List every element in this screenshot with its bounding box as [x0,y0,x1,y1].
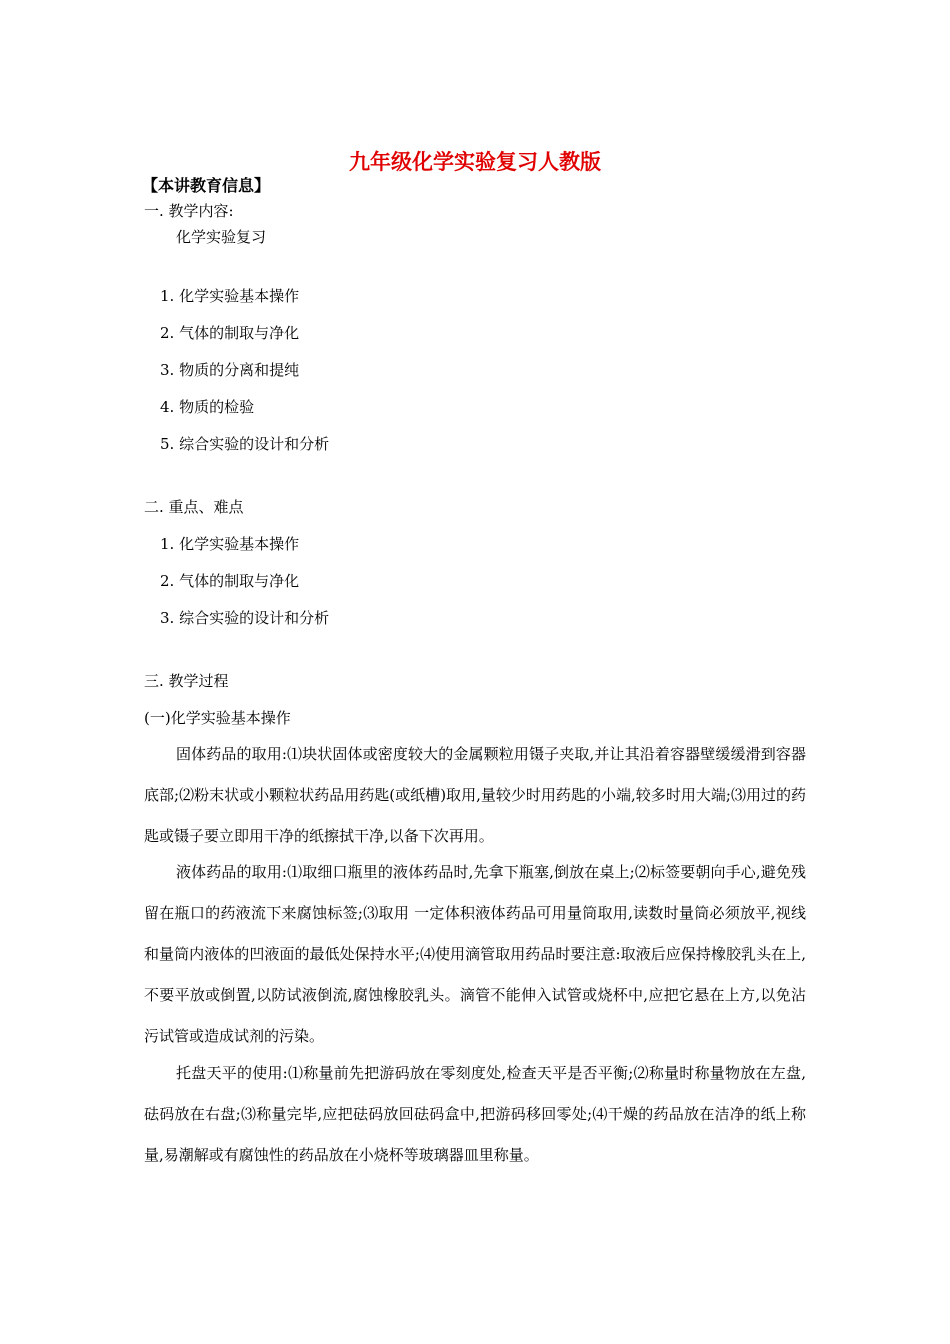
paragraph-solid-reagents: 固体药品的取用:⑴块状固体或密度较大的金属颗粒用镊子夹取,并让其沿着容器壁缓缓滑到容器底部;⑵粉末状或小颗粒状药品用药匙(或纸槽)取用,量较少时用药匙的小端,较多时用大端;⑶用过的药匙或镊子要立即用干净的纸擦拭干净,以备下次再用。 [144,745,806,845]
section1-item: 5. 综合实验的设计和分析 [160,435,330,453]
section3-subheading: (一)化学实验基本操作 [144,709,291,727]
section2-item: 1. 化学实验基本操作 [160,535,300,553]
section1-item: 3. 物质的分离和提纯 [160,361,300,379]
document-title: 九年级化学实验复习人教版 [349,149,601,174]
section2-heading: 二. 重点、难点 [144,498,244,516]
section1-item: 4. 物质的检验 [160,398,255,416]
section1-item: 2. 气体的制取与净化 [160,324,300,342]
paragraph-balance-usage: 托盘天平的使用:⑴称量前先把游码放在零刻度处,检查天平是否平衡;⑵称量时称量物放在左盘,砝码放在右盘;⑶称量完毕,应把砝码放回砝码盒中,把游码移回零处;⑷干燥的药品放在洁净的纸上称量,易潮解或有腐蚀性的药品放在小烧杯等玻璃器皿里称量。 [144,1064,806,1164]
section1-heading: 一. 教学内容: [144,202,234,220]
paragraph-liquid-reagents: 液体药品的取用:⑴取细口瓶里的液体药品时,先拿下瓶塞,倒放在桌上;⑵标签要朝向手心,避免残留在瓶口的药液流下来腐蚀标签;⑶取用 一定体积液体药品可用量筒取用,读数时量筒必须放平,视线和量筒内液体的凹液面的最低处保持水平;⑷使用滴管取用药品时要注意:取液后应保持橡胶乳头在上,不要平放或倒置,以防试液倒流,腐蚀橡胶乳头。滴管不能伸入试管或烧杯中,应把它悬在上方,以免沾污试管或造成试剂的污染。 [144,863,806,1045]
section2-item: 3. 综合实验的设计和分析 [160,609,330,627]
section3-heading: 三. 教学过程 [144,672,229,690]
section2-item: 2. 气体的制取与净化 [160,572,300,590]
section1-subtitle: 化学实验复习 [176,228,267,246]
section1-item: 1. 化学实验基本操作 [160,287,300,305]
info-header: 【本讲教育信息】 [142,176,271,195]
